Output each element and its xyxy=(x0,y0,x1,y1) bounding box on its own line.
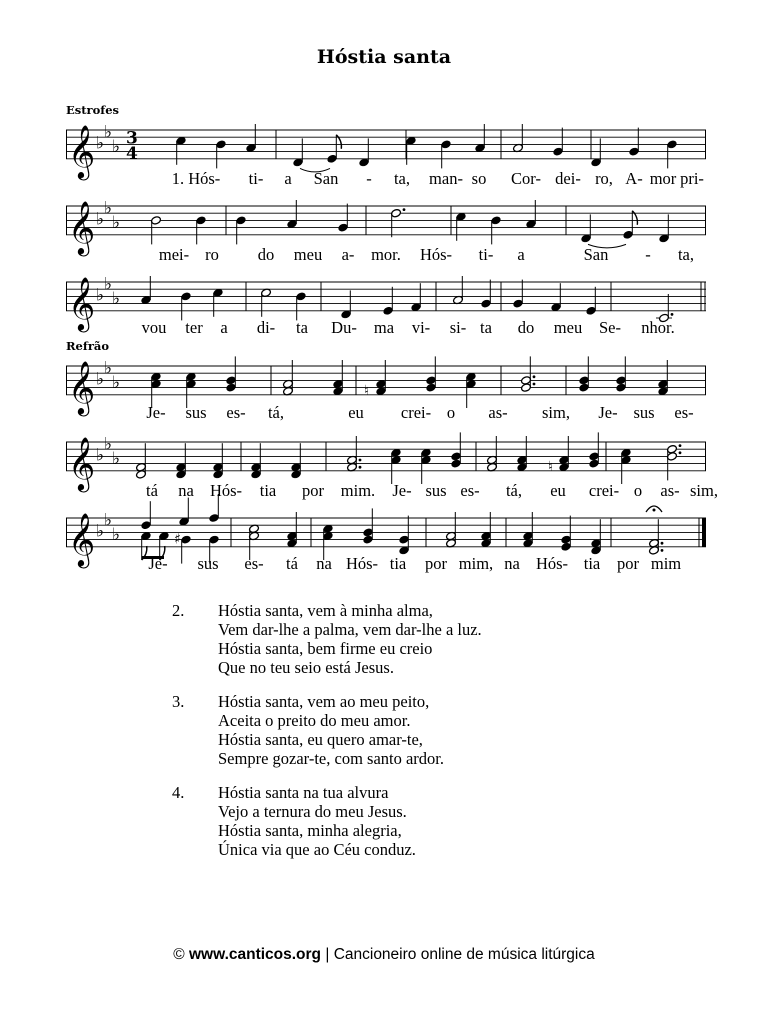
lyric-syllable: es- xyxy=(674,403,694,422)
lyric-syllable: ro, xyxy=(595,169,613,188)
lyric-syllable: a xyxy=(284,169,292,188)
lyric-syllable: sus xyxy=(197,554,219,573)
final-barline xyxy=(702,518,706,547)
lyric-syllable: 1. Hós- xyxy=(171,169,221,188)
lyric-syllable: tá xyxy=(146,481,158,500)
flat-icon: ♭ xyxy=(112,373,121,393)
lyric-syllable: meu xyxy=(553,318,583,337)
treble-clef-icon: 𝄞 xyxy=(68,275,96,330)
footer xyxy=(0,946,768,964)
lyric-syllable: A- xyxy=(625,169,643,188)
verse-number: 3. xyxy=(172,692,185,711)
fermata-icon xyxy=(653,509,656,512)
lyric-syllable: vi- xyxy=(411,318,431,337)
lyric-syllable: do xyxy=(517,318,535,337)
treble-clef-icon: 𝄞 xyxy=(68,511,96,566)
lyric-syllable: na xyxy=(316,554,332,573)
lyric-syllable: ta xyxy=(480,318,492,337)
lyric-syllable: Hós- xyxy=(419,245,453,264)
verse-line: Hóstia santa na tua alvura xyxy=(218,783,389,802)
verses-block xyxy=(172,601,652,874)
time-signature-top-glyph: 3 xyxy=(126,128,138,149)
lyric-syllable: tia xyxy=(259,481,277,500)
lyric-syllable: pri- xyxy=(680,169,704,188)
lyric-syllable: Je- xyxy=(392,481,412,500)
lyric-syllable: San xyxy=(583,245,609,264)
lyric-syllable: eu xyxy=(550,481,566,500)
flat-icon: ♭ xyxy=(96,285,105,306)
lyric-syllable: Je- xyxy=(598,403,618,422)
treble-clef-icon: 𝄞 xyxy=(68,435,96,490)
flat-icon: ♭ xyxy=(104,198,113,219)
flat-icon: ♭ xyxy=(112,137,121,157)
lyric-syllable: mei- xyxy=(158,245,190,264)
lyric-syllable: Hós- xyxy=(535,554,569,573)
lyric-syllable: di- xyxy=(256,318,276,337)
lyric-syllable: por xyxy=(425,554,447,573)
flat-icon: ♭ xyxy=(112,525,121,545)
augmentation-dot xyxy=(679,451,682,454)
flat-icon: ♭ xyxy=(96,133,105,154)
augmentation-dot xyxy=(661,542,664,545)
augmentation-dot xyxy=(359,466,362,469)
lyric-line-4 xyxy=(66,403,706,421)
time-signature-bottom-glyph: 4 xyxy=(126,143,138,164)
lyric-syllable: a xyxy=(517,245,525,264)
verse-line: Vem dar-lhe a palma, vem dar-lhe a luz. xyxy=(218,620,482,639)
lyric-syllable: Je- xyxy=(146,403,166,422)
lyric-syllable: tá xyxy=(286,554,298,573)
natural-icon: ♮ xyxy=(364,383,370,400)
lyric-line-2 xyxy=(66,245,706,263)
lyric-syllable: a xyxy=(220,318,228,337)
flat-icon: ♭ xyxy=(104,122,113,143)
flat-icon: ♭ xyxy=(112,213,121,233)
lyric-syllable: eu xyxy=(348,403,364,422)
lyric-syllable: dei- xyxy=(555,169,581,188)
verse-line: Aceita o preito do meu amor. xyxy=(218,711,411,730)
treble-clef-icon: 𝄞 xyxy=(68,123,96,178)
lyric-syllable: es- xyxy=(244,554,264,573)
section-label-strophes: Estrofes xyxy=(66,103,120,117)
lyric-line-3 xyxy=(66,318,706,336)
verse-line: Hóstia santa, bem firme eu creio xyxy=(218,639,433,658)
lyric-syllable: as- xyxy=(660,481,680,500)
lyric-syllable: mor. xyxy=(371,245,401,264)
verse-line: Hóstia santa, vem à minha alma, xyxy=(218,601,433,620)
lyric-syllable: es- xyxy=(226,403,246,422)
lyric-syllable: meu xyxy=(293,245,323,264)
verse-number: 2. xyxy=(172,601,185,620)
lyric-syllable: - xyxy=(366,169,372,188)
lyric-syllable: so xyxy=(471,169,487,188)
flat-icon: ♭ xyxy=(104,510,113,531)
verse-3 xyxy=(172,692,652,768)
lyric-syllable: San xyxy=(313,169,339,188)
lyric-syllable: tia xyxy=(389,554,407,573)
lyric-syllable: o xyxy=(633,481,643,500)
site-link[interactable]: www.canticos.org xyxy=(188,946,322,963)
verse-line: Hóstia santa, minha alegria, xyxy=(218,821,402,840)
lyric-syllable: a- xyxy=(341,245,355,264)
lyric-syllable: tia xyxy=(583,554,601,573)
page-title: Hóstia santa xyxy=(316,46,452,68)
augmentation-dot xyxy=(661,549,664,552)
verse-number: 4. xyxy=(172,783,185,802)
augmentation-dot xyxy=(533,375,536,378)
lyric-syllable: ter xyxy=(185,318,203,337)
treble-clef-icon: 𝄞 xyxy=(68,359,96,414)
lyric-syllable: ta xyxy=(296,318,308,337)
lyric-syllable: por xyxy=(617,554,639,573)
copyright-symbol: © xyxy=(173,946,185,963)
verse-line: Sempre gozar-te, com santo ardor. xyxy=(218,749,445,768)
lyric-syllable: na xyxy=(178,481,194,500)
lyric-syllable: Du- xyxy=(331,318,357,337)
lyric-syllable: man- xyxy=(429,169,463,188)
lyric-syllable: si- xyxy=(449,318,467,337)
lyric-syllable: sus xyxy=(633,403,655,422)
flat-icon: ♭ xyxy=(104,358,113,379)
lyric-syllable: Je- xyxy=(148,554,168,573)
lyric-syllable: nhor. xyxy=(641,318,675,337)
flat-icon: ♭ xyxy=(112,449,121,469)
lyric-syllable: mim, xyxy=(458,554,494,573)
sharp-icon: ♯ xyxy=(174,531,181,548)
augmentation-dot xyxy=(403,208,406,211)
augmentation-dot xyxy=(671,313,674,316)
lyric-syllable: ti- xyxy=(248,169,264,188)
natural-icon: ♮ xyxy=(548,459,554,476)
lyric-syllable: mim. xyxy=(340,481,376,500)
flat-icon: ♭ xyxy=(104,274,113,295)
lyric-syllable: mim xyxy=(650,554,682,573)
lyric-syllable: sim, xyxy=(542,403,570,422)
lyric-syllable: o xyxy=(446,403,456,422)
lyric-syllable: ta, xyxy=(677,245,695,264)
lyric-syllable: Hós- xyxy=(209,481,243,500)
lyric-syllable: tá, xyxy=(505,481,523,500)
lyric-syllable: do xyxy=(257,245,275,264)
lyric-syllable: Se- xyxy=(599,318,621,337)
lyric-syllable: crei- xyxy=(588,481,620,500)
augmentation-dot xyxy=(359,459,362,462)
lyric-syllable: vou xyxy=(141,318,167,337)
flat-icon: ♭ xyxy=(96,445,105,466)
flat-icon: ♭ xyxy=(96,521,105,542)
lyric-syllable: tá, xyxy=(267,403,285,422)
lyric-syllable: ro xyxy=(205,245,219,264)
lyric-line-6 xyxy=(66,554,706,572)
lyric-syllable: mor xyxy=(649,169,677,188)
lyric-syllable: Hós- xyxy=(345,554,379,573)
footer-description: Cancioneiro online de música litúrgica xyxy=(333,946,595,963)
flat-icon: ♭ xyxy=(112,289,121,309)
verse-4 xyxy=(172,783,652,859)
augmentation-dot xyxy=(533,383,536,386)
footer-separator: | xyxy=(325,946,330,963)
verse-line: Que no teu seio está Jesus. xyxy=(218,658,394,677)
verse-line: Vejo a ternura do meu Jesus. xyxy=(218,802,407,821)
section-label-refrain: Refrão xyxy=(66,339,110,353)
lyric-syllable: as- xyxy=(488,403,508,422)
lyric-syllable: - xyxy=(645,245,651,264)
lyric-syllable: ti- xyxy=(478,245,494,264)
lyric-line-5 xyxy=(66,481,718,500)
verse-line: Hóstia santa, eu quero amar-te, xyxy=(218,730,423,749)
lyric-syllable: Cor- xyxy=(511,169,541,188)
verse-line: Hóstia santa, vem ao meu peito, xyxy=(218,692,430,711)
treble-clef-icon: 𝄞 xyxy=(68,199,96,254)
lyric-syllable: ta, xyxy=(393,169,411,188)
lyric-syllable: ma xyxy=(373,318,395,337)
flat-icon: ♭ xyxy=(96,209,105,230)
lyric-syllable: es- xyxy=(460,481,480,500)
augmentation-dot xyxy=(679,444,682,447)
lyric-line-1 xyxy=(66,169,706,187)
flat-icon: ♭ xyxy=(96,369,105,390)
verse-line: Única via que ao Céu conduz. xyxy=(218,840,416,859)
flat-icon: ♭ xyxy=(104,434,113,455)
lyric-syllable: na xyxy=(504,554,520,573)
lyric-syllable: por xyxy=(302,481,324,500)
lyric-syllable: sus xyxy=(425,481,447,500)
verse-2 xyxy=(172,601,652,677)
lyric-syllable: crei- xyxy=(400,403,432,422)
lyric-syllable: sus xyxy=(185,403,207,422)
lyric-syllable: sim, xyxy=(690,481,718,500)
